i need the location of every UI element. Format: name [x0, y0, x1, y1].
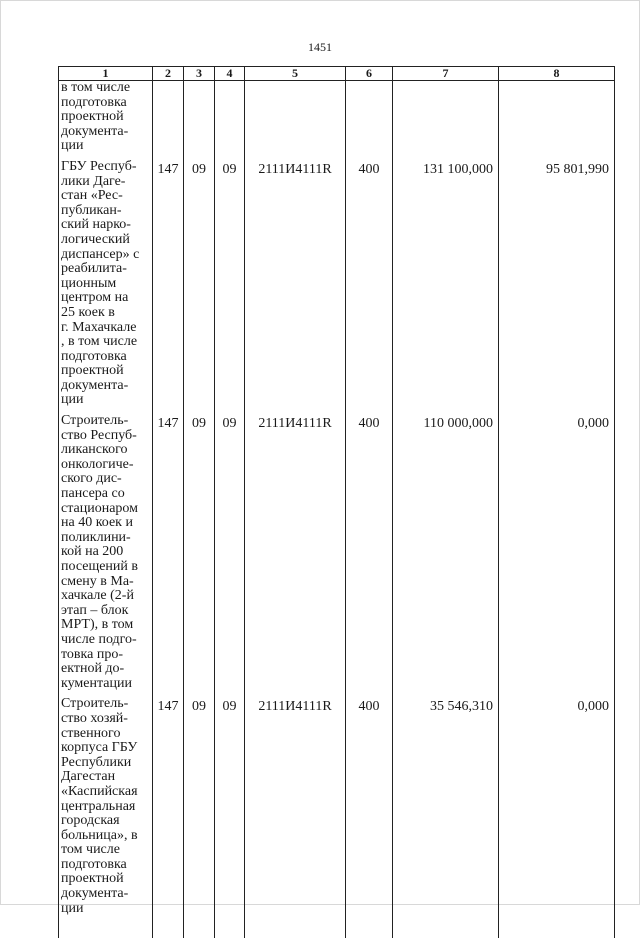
item-name-cell: [59, 81, 153, 154]
item-name-cell: [59, 160, 153, 408]
ministry-code-cell: 147: [153, 697, 184, 916]
item-name-cell: [59, 697, 153, 916]
table-row: [59, 81, 615, 154]
target-article-cell: 2111И4111R: [245, 414, 346, 691]
name-line: МРТ), в том: [61, 617, 134, 633]
name-line: документа-: [61, 886, 129, 902]
name-line: 25 коек в: [61, 304, 115, 320]
name-line: ство хозяй-: [61, 710, 128, 726]
name-line: этап – блок: [61, 602, 129, 618]
header-row: [59, 67, 615, 81]
name-line: товка про-: [61, 646, 124, 662]
name-line: числе подго-: [61, 631, 137, 647]
name-line: реабилита-: [61, 261, 127, 277]
table-row: [59, 697, 615, 916]
column-header-2: 2: [153, 67, 184, 81]
subsection-cell: [215, 81, 245, 154]
name-line: проектной: [61, 871, 124, 887]
name-line: хачкале (2-й: [61, 588, 134, 604]
section-cell: 09: [184, 160, 215, 408]
name-line: ции: [61, 138, 84, 154]
name-line: ГБУ Респуб-: [61, 158, 137, 174]
column-header-7: 7: [393, 67, 499, 81]
name-line: ектной до-: [61, 661, 125, 677]
section-cell: 09: [184, 414, 215, 691]
amount-cell: 35 546,310: [393, 697, 499, 916]
name-line: корпуса ГБУ: [61, 740, 138, 756]
table-row: [59, 414, 615, 691]
name-line: кой на 200: [61, 544, 124, 560]
table-row: [59, 160, 615, 408]
ministry-code-cell: 147: [153, 414, 184, 691]
section-cell: 09: [184, 697, 215, 916]
amount-cell-2: 95 801,990: [499, 160, 615, 408]
name-line: центральная: [61, 798, 136, 814]
section-cell: [184, 81, 215, 154]
name-line: документа-: [61, 123, 129, 139]
name-line: Строитель-: [61, 413, 129, 429]
expense-type-cell: 400: [346, 160, 393, 408]
name-line: стационаром: [61, 500, 138, 516]
name-line: кументации: [61, 675, 132, 691]
subsection-cell: 09: [215, 160, 245, 408]
name-line: ционным: [61, 275, 117, 291]
amount-cell-2: 0,000: [499, 697, 615, 916]
ministry-code-cell: [153, 81, 184, 154]
name-line: Республики: [61, 754, 132, 770]
amount-cell: 110 000,000: [393, 414, 499, 691]
name-line: на 40 коек и: [61, 515, 133, 531]
name-line: подготовка: [61, 856, 127, 872]
name-line: , в том числе: [61, 334, 138, 350]
column-header-3: 3: [184, 67, 215, 81]
name-line: смену в Ма-: [61, 573, 134, 589]
name-line: ского дис-: [61, 471, 122, 487]
expense-type-cell: 400: [346, 414, 393, 691]
subsection-cell: 09: [215, 697, 245, 916]
name-line: онкологиче-: [61, 456, 134, 472]
name-line: поликлини-: [61, 529, 131, 545]
name-line: ции: [61, 392, 84, 408]
item-name-cell: [59, 414, 153, 691]
name-line: Строитель-: [61, 696, 129, 712]
name-line: стан «Рес-: [61, 188, 123, 204]
column-header-6: 6: [346, 67, 393, 81]
target-article-cell: [245, 81, 346, 154]
column-header-1: 1: [59, 67, 153, 81]
name-line: г. Махачкале: [61, 319, 137, 335]
amount-cell: [393, 81, 499, 154]
name-line: городская: [61, 813, 120, 829]
name-line: Дагестан: [61, 769, 116, 785]
name-line: документа-: [61, 377, 129, 393]
column-header-4: 4: [215, 67, 245, 81]
name-line: ский нарко-: [61, 217, 131, 233]
target-article-cell: 2111И4111R: [245, 160, 346, 408]
name-line: том числе: [61, 842, 120, 858]
amount-cell: 131 100,000: [393, 160, 499, 408]
name-line: проектной: [61, 363, 124, 379]
page-number: 1451: [308, 40, 332, 54]
column-header-8: 8: [499, 67, 615, 81]
name-line: логический: [61, 231, 130, 247]
name-line: центром на: [61, 290, 129, 306]
name-line: диспансер» с: [61, 246, 140, 262]
expense-type-cell: [346, 81, 393, 154]
name-line: ственного: [61, 725, 121, 741]
name-line: ликанского: [61, 442, 128, 458]
amount-cell-2: 0,000: [499, 414, 615, 691]
name-line: больница», в: [61, 827, 138, 843]
name-line: публикан-: [61, 202, 122, 218]
name-line: лики Даге-: [61, 173, 126, 189]
name-line: ции: [61, 900, 84, 916]
name-line: ство Респуб-: [61, 427, 137, 443]
name-line: пансера со: [61, 486, 125, 502]
name-line: проектной: [61, 109, 124, 125]
amount-cell-2: [499, 81, 615, 154]
name-line: посещений в: [61, 559, 139, 574]
budget-table: [58, 66, 615, 938]
expense-type-cell: 400: [346, 697, 393, 916]
name-line: подготовка: [61, 348, 127, 364]
target-article-cell: 2111И4111R: [245, 697, 346, 916]
subsection-cell: 09: [215, 414, 245, 691]
column-header-5: 5: [245, 67, 346, 81]
name-line: «Каспийская: [61, 783, 138, 799]
name-line: в том числе: [61, 80, 131, 95]
ministry-code-cell: 147: [153, 160, 184, 408]
name-line: подготовка: [61, 94, 127, 110]
